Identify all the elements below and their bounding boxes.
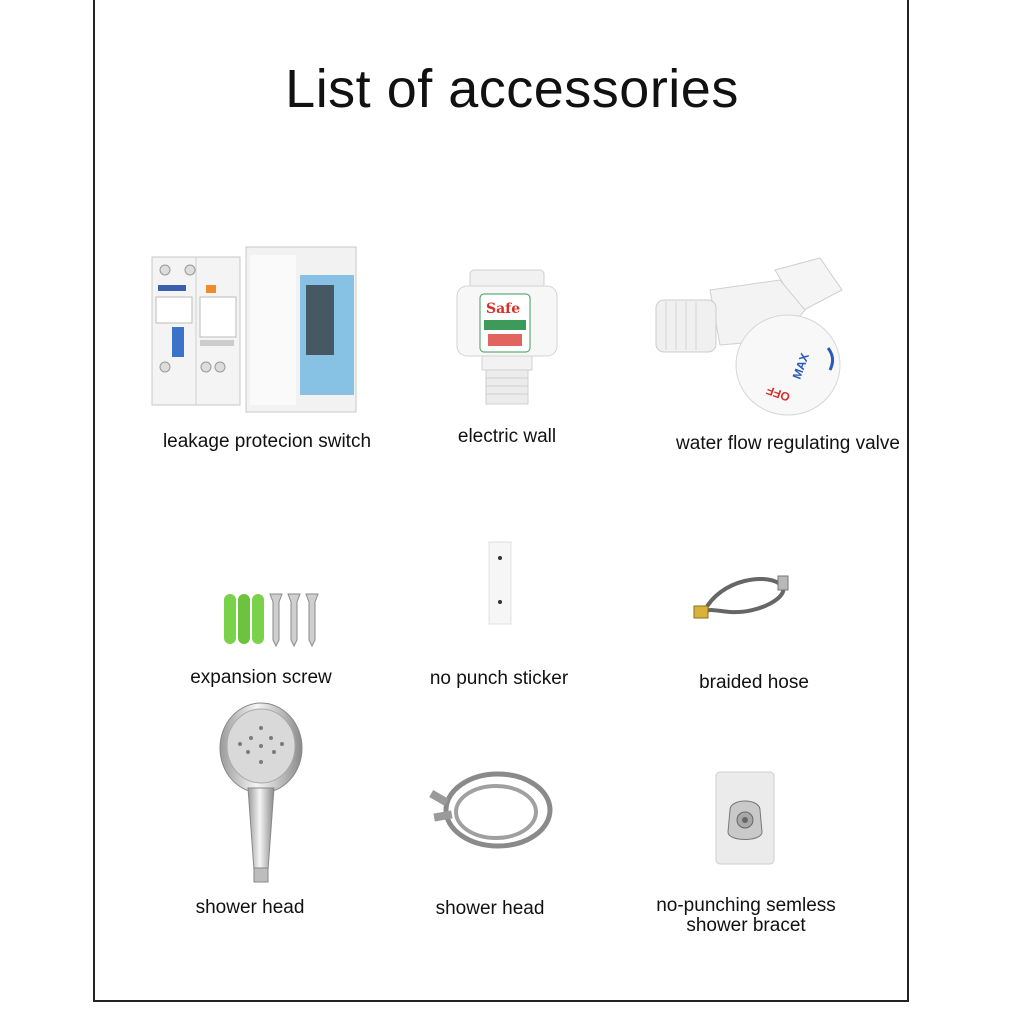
shower-head-icon: [218, 700, 304, 886]
shower-hose-icon: [426, 768, 554, 852]
brand-text: Safe: [486, 301, 521, 317]
item-label-line1: no-punching semless: [656, 895, 836, 916]
item-label: electric wall: [457, 426, 557, 447]
sticker-icon: [487, 540, 513, 626]
valve-max-text: MAX: [789, 351, 812, 382]
item-label: water flow regulating valve: [676, 433, 900, 454]
item-label: leakage protecion switch: [162, 431, 372, 452]
valve-icon: [650, 250, 850, 420]
item-label: shower head: [195, 897, 305, 918]
expansion-screw-icon: [222, 588, 326, 648]
item-label-line2: shower bracet: [686, 915, 806, 936]
page-title: List of accessories: [285, 59, 739, 119]
breaker-box-icon: [150, 245, 360, 415]
shower-bracket-icon: [714, 770, 776, 866]
item-label: no punch sticker: [429, 668, 569, 689]
valve-off-text: OFF: [764, 382, 792, 405]
item-label: braided hose: [699, 672, 809, 693]
item-label: shower head: [435, 898, 545, 919]
electric-wall-fitting-icon: [452, 268, 562, 408]
item-label: expansion screw: [190, 667, 332, 688]
braided-hose-icon: [690, 568, 794, 628]
